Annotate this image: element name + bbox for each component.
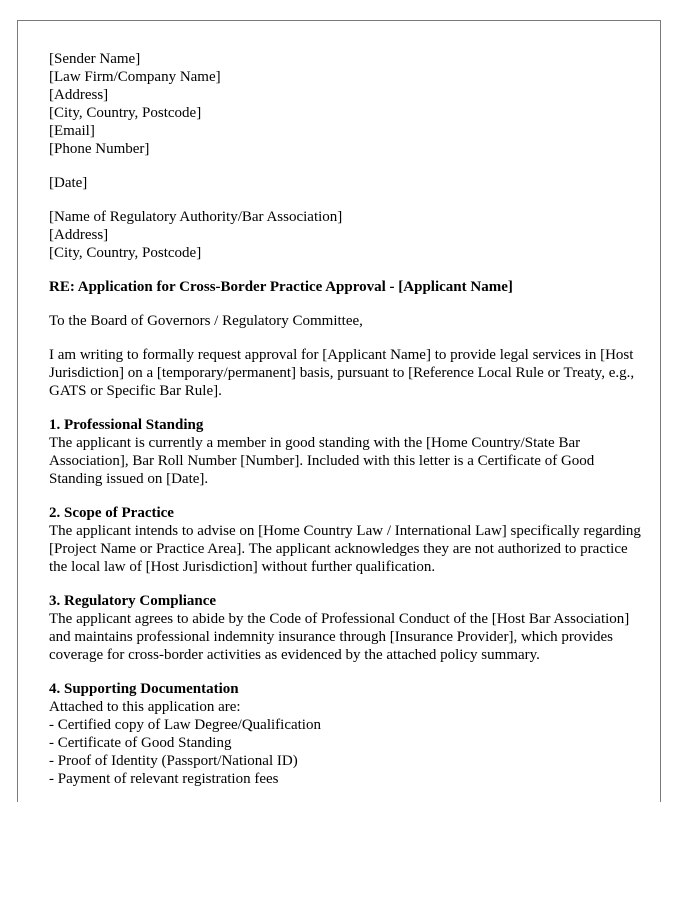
section-scope-of-practice <box>49 504 649 576</box>
letter-date: [Date] <box>49 175 88 191</box>
list-item: - Proof of Identity (Passport/National ID) <box>49 753 298 769</box>
list-item: - Payment of relevant registration fees <box>49 771 279 787</box>
list-item: - Certificate of Good Standing <box>49 735 232 751</box>
recipient-block <box>49 208 649 262</box>
section-title: 4. Supporting Documentation <box>49 681 239 697</box>
recipient-name: [Name of Regulatory Authority/Bar Association] <box>49 209 343 225</box>
sender-block <box>49 50 649 158</box>
section-body: The applicant is currently a member in good standing with the [Home Country/State Bar Association], Bar Roll Number [Number]. Included with this letter is a Certificate of Good Standing issued on [Date]. <box>49 435 595 487</box>
recipient-city: [City, Country, Postcode] <box>49 245 202 261</box>
date-block <box>49 174 649 192</box>
intro-paragraph: I am writing to formally request approval for [Applicant Name] to provide legal services in [Host Jurisdiction] on a [temporary/permanent] basis, pursuant to [Reference Local Rule or Treaty, e.g., GATS or Specific Bar Rule]. <box>49 347 635 399</box>
section-title: 3. Regulatory Compliance <box>49 593 217 609</box>
sender-address: [Address] <box>49 87 109 103</box>
section-title: 2. Scope of Practice <box>49 505 174 521</box>
subject-line: RE: Application for Cross-Border Practice Approval - [Applicant Name] <box>49 279 513 295</box>
section-title: 1. Professional Standing <box>49 417 204 433</box>
letter-content <box>49 50 649 802</box>
sender-firm: [Law Firm/Company Name] <box>49 69 221 85</box>
section-professional-standing <box>49 416 649 488</box>
sender-name: [Sender Name] <box>49 51 141 67</box>
list-item: - Certified copy of Law Degree/Qualification <box>49 717 321 733</box>
sender-email: [Email] <box>49 123 95 139</box>
section-supporting-documentation <box>49 680 649 788</box>
salutation: To the Board of Governors / Regulatory Committee, <box>49 313 363 329</box>
section-regulatory-compliance <box>49 592 649 664</box>
section-intro: Attached to this application are: <box>49 699 241 715</box>
section-body: The applicant agrees to abide by the Code of Professional Conduct of the [Host Bar Association] and maintains professional indemnity insurance through [Insurance Provider], which provides coverage for cross-border activities as evidenced by the attached policy summary. <box>49 611 630 663</box>
section-body: The applicant intends to advise on [Home Country Law / International Law] specifically regarding [Project Name or Practice Area]. The applicant acknowledges they are not authorized to practice the local law of [Host Jurisdiction] without further qualification. <box>49 523 641 575</box>
sender-phone: [Phone Number] <box>49 141 150 157</box>
letter-page <box>17 20 661 802</box>
recipient-address: [Address] <box>49 227 109 243</box>
sender-city: [City, Country, Postcode] <box>49 105 202 121</box>
